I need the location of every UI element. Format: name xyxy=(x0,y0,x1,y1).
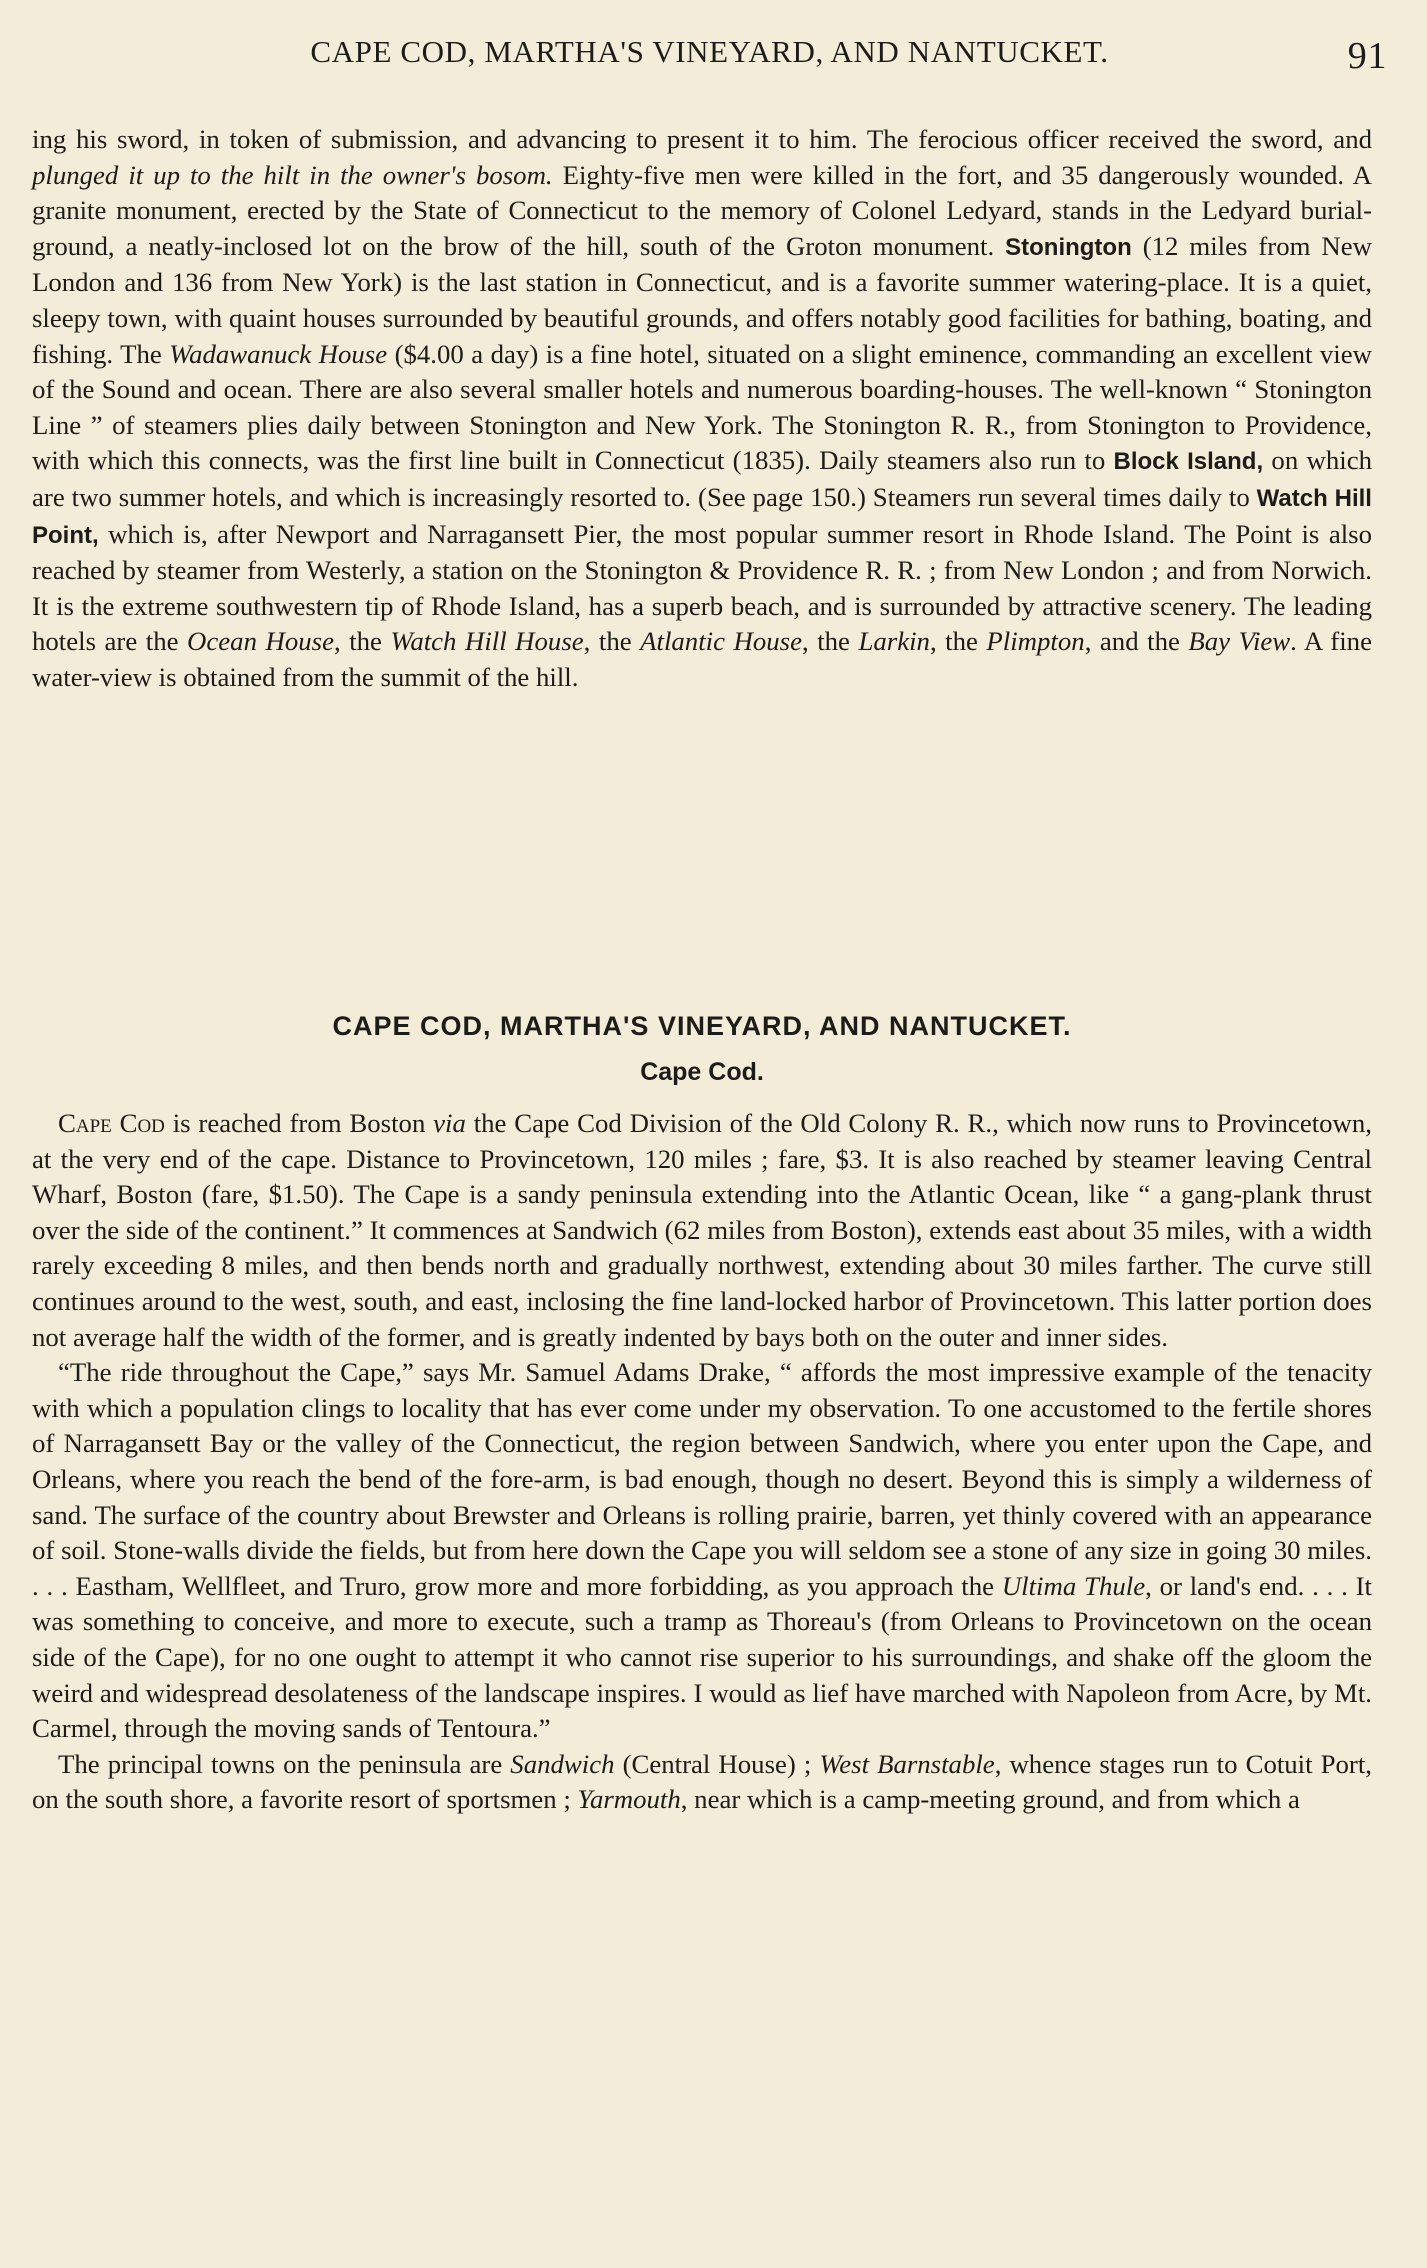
hotel-name-bay-view: Bay View xyxy=(1188,626,1291,657)
hotel-name-ocean: Ocean House xyxy=(187,626,334,657)
text-run: ($4.00 a day) is a fine hotel, situated on a slight eminence, commanding an excellent view of the Sound and ocean. There are also several smaller hotels and numerous boarding-houses. The well-known “ Stonington Line ” of steamers plies daily between Stonington and New York. The Stonington R. R., from Stonington to Providence, with which this connects, was the first line built in Connecticut (1835). Daily steamers also run to xyxy=(32,338,1372,476)
page-number: 91 xyxy=(1347,35,1387,77)
text-run: is reached from Boston xyxy=(164,1108,434,1138)
text-run: , the xyxy=(929,626,987,657)
running-head xyxy=(32,34,1387,86)
text-run: , the xyxy=(801,626,859,657)
running-title: CAPE COD, MARTHA'S VINEYARD, AND NANTUCKET. xyxy=(310,34,1109,69)
text-run: “The ride throughout the Cape,” says Mr. Samuel Adams Drake, “ affords the most impressive example of the tenacity with which a population clings to locality that has ever come under my observation. To one accustomed to the fertile shores of Narragansett Bay or the valley of the Connecticut, the region between Sandwich, where you enter upon the Cape, and Orleans, where you reach the bend of the fore-arm, is bad enough, though no desert. Beyond this is simply a wilderness of sand. The surface of the country about Brewster and Orleans is rolling prairie, barren, yet thinly covered with an appearance of soil. Stone-walls divide the fields, but from here down the Cape you will seldom see a stone of any size in going 30 miles. . . . Eastham, Wellfleet, and Truro, grow more and more forbidding, as you approach the xyxy=(32,1357,1372,1601)
text-run: The principal towns on the peninsula are xyxy=(58,1748,511,1779)
emphasis-text: via xyxy=(433,1108,466,1138)
text-run: (Central House) ; xyxy=(614,1748,820,1779)
text-block-cape-cod xyxy=(32,1106,1372,1818)
hotel-name-atlantic: Atlantic House xyxy=(640,626,802,657)
text-run: the Cape Cod Division of the Old Colony R. R., which now runs to Provincetown, at the very end of the cape. Distance to Provincetown, 120 miles ; fare, $3. It is also reached by steamer leaving Central Wharf, Boston (fare, $1.50). The Cape is a sandy peninsula extending into the Atlantic Ocean, like “ a gang-plank thrust over the side of the continent.” It commences at Sandwich (62 miles from Boston), extends east about 35 miles, with a width rarely exceeding 8 miles, and then bends north and gradually northwest, extending about 30 miles farther. The curve still continues around to the west, south, and east, inclosing the fine land-locked harbor of Provincetown. This latter portion does not average half the width of the former, and is greatly indented by bays both on the outer and inner sides. xyxy=(32,1108,1372,1352)
place-name-stonington: Stonington xyxy=(1005,233,1132,261)
place-name-block-island: Block Island, xyxy=(1113,448,1264,476)
paragraph-drake-quote xyxy=(32,1355,1372,1747)
lead-words: Cape Cod xyxy=(58,1108,165,1138)
text-run: , near which is a camp-meeting ground, and from which a xyxy=(680,1784,1300,1815)
paragraph-cape-cod-intro xyxy=(32,1106,1372,1355)
emphasis-text: Ultima Thule xyxy=(1001,1570,1146,1601)
hotel-name-larkin: Larkin xyxy=(858,626,930,657)
text-run: on which are two summer hotels, and which is increasingly resorted to. (See page 150.) Steamers run several times daily to xyxy=(32,445,1372,512)
text-run: Eighty-five men were killed in the fort, and 35 dangerously wounded. A granite monument, erected by the State of Connecticut to the memory of Colonel Ledyard, stands in the Ledyard burial-ground, a neatly-inclosed lot on the brow of the hill, south of the Groton monument. xyxy=(32,159,1372,261)
text-run: which is, after Newport and Narragansett Pier, the most popular summer resort in Rhode Island. The Point is also reached by steamer from Westerly, a station on the Stonington & Providence R. R. ; from New London ; and from Norwich. It is the extreme southwestern tip of Rhode Island, has a superb beach, and is surrounded by attractive scenery. The leading hotels are the xyxy=(32,518,1372,657)
text-run: . A fine water-view is obtained from the summit of the hill. xyxy=(32,626,1372,692)
town-name-west-barnstable: West Barnstable xyxy=(819,1748,995,1779)
hotel-name-watch-hill: Watch Hill House xyxy=(390,626,584,657)
text-run: , the xyxy=(583,626,641,657)
text-run: ing his sword, in token of submission, and advancing to present it to him. The ferocious officer received the sword, and xyxy=(32,124,1372,154)
subsection-heading: Cape Cod. xyxy=(640,1058,764,1086)
text-run: , the xyxy=(333,626,391,657)
text-block-groton-stonington xyxy=(32,122,1372,696)
section-heading: CAPE COD, MARTHA'S VINEYARD, AND NANTUCKET. xyxy=(332,1011,1072,1041)
emphasis-text: plunged it up to the hilt in the owner's bosom. xyxy=(32,159,553,190)
paragraph-stonington xyxy=(32,122,1372,696)
town-name-sandwich: Sandwich xyxy=(510,1748,615,1779)
text-run: , and the xyxy=(1084,626,1189,657)
town-name-yarmouth: Yarmouth xyxy=(577,1784,681,1815)
text-run: (12 miles from New London and 136 from New York) is the last station in Connecticut, and is a favorite summer watering-place. It is a quiet, sleepy town, with quaint houses surrounded by beautiful grounds, and offers notably good facilities for bathing, boating, and fishing. The xyxy=(32,230,1372,369)
hotel-name-plimpton: Plimpton xyxy=(986,626,1085,657)
paragraph-principal-towns xyxy=(32,1747,1372,1818)
place-name-watch-hill: Watch Hill Point, xyxy=(32,484,1372,549)
text-run: , or land's end. . . . It was something to conceive, and more to execute, such a tramp as Thoreau's (from Orleans to Provincetown on the ocean side of the Cape), for no one ought to attempt it who cannot rise superior to his surroundings, and shake off the gloom the weird and widespread desolateness of the landscape inspires. I would as lief have marched with Napoleon from Acre, by Mt. Carmel, through the moving sands of Tentoura.” xyxy=(32,1570,1372,1744)
hotel-name-wadawanuck: Wadawanuck House xyxy=(169,338,388,369)
text-run: , whence stages run to Cotuit Port, on the south shore, a favorite resort of sportsmen ; xyxy=(32,1748,1372,1815)
